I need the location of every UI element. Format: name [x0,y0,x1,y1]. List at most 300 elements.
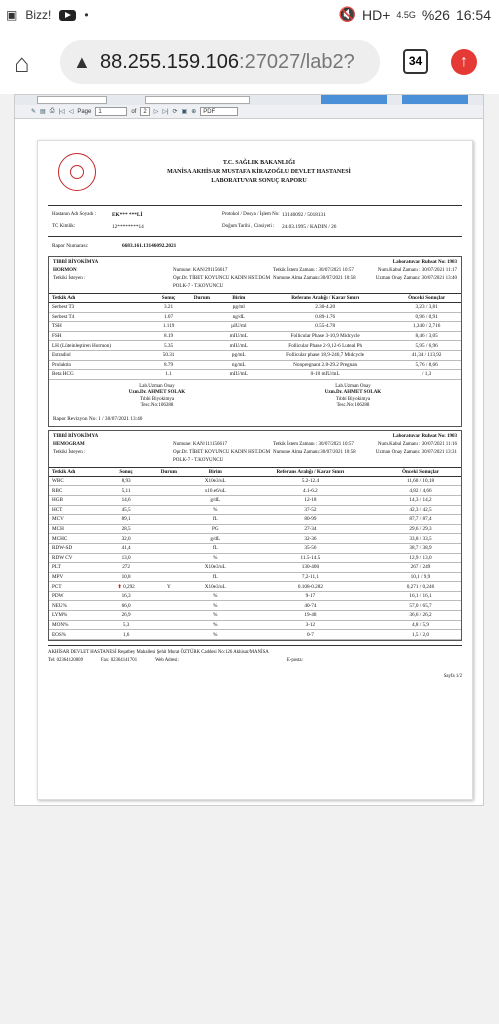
table-cell [184,312,219,322]
table-cell [380,620,461,630]
cell-value: 41,4 [121,545,131,552]
column-header: Sonuç [153,294,184,303]
cell-value: TSH [52,323,62,330]
table-cell [241,534,380,544]
table-cell [190,630,241,640]
cell-value: / 1,3 [421,371,432,378]
app-notification-icon: ▣ [6,8,18,22]
table-cell [241,486,380,496]
cell-value: % [213,506,218,513]
last-page-icon[interactable]: ▷| [162,109,169,115]
table-cell [104,553,148,563]
table-cell [380,553,461,563]
permit-label: Laboratuvar Ruhsat No: 1903 [392,260,457,265]
column-header: Önceki Sonuçlar [380,467,461,476]
table-cell [380,601,461,611]
table-cell [184,370,219,380]
cell-value: mIU/mL [229,371,248,378]
table-cell [49,611,104,621]
url-path: :27027/lab2? [239,51,355,73]
footer-web: Web Adresi: [155,657,179,663]
patient-info [48,208,462,234]
cell-value: 13,0 [121,554,131,561]
cell-value: 1.1 [165,371,172,378]
date-range-input[interactable] [145,96,250,104]
lab-select[interactable] [37,96,107,104]
doctor-reg: Tesc.No:106288 [336,403,370,409]
cell-value: 35-56 [304,545,317,552]
cell-value: 0,271 / 0,246 [406,583,435,590]
cell-value: 130-400 [301,564,320,571]
table-cell [241,591,380,601]
cell-value: RDW-SD [52,545,73,552]
warning-icon[interactable]: ▲ [73,52,91,72]
table-cell [49,582,104,592]
table-cell [392,312,461,322]
zoom-icon[interactable]: ⊕ [191,109,197,115]
footer-email: E-posta: [286,657,303,663]
cell-value: 5,95 / 6,96 [415,342,438,349]
table-cell [184,341,219,351]
test-section [48,256,462,427]
doctor-dept: Tıbbi Biyokimya [139,396,175,402]
table-row [49,476,461,486]
table-cell [148,553,190,563]
table-cell [241,582,380,592]
table-cell [258,303,392,313]
refresh-icon[interactable]: ⟳ [172,109,178,115]
cell-value: 0.108-0.282 [297,583,323,590]
table-cell [148,505,190,515]
cell-value: 5,3 [122,621,130,628]
battery-label: %26 [421,6,450,23]
table-row [49,582,461,592]
table-cell [104,582,148,592]
dob-label: Doğum Tarihi , Cinsiyeti : [222,224,275,229]
cell-value: 16,3 [121,593,131,600]
table-cell [220,312,259,322]
revision-label: Rapor Revizyon No: 1 / 30/07/2021 13:40 [53,415,143,422]
column-header: Tetkik Adı [49,294,153,303]
table-cell [49,543,104,553]
cell-value: 32,0 [121,535,131,542]
sample-time: Numune Alma Zamanı:30/07/2021 10:58 [273,276,356,281]
results-table [49,293,461,380]
column-header: Referans Aralığı / Karar Sınırı [258,294,392,303]
table-cell [258,350,392,360]
table-cell [153,360,184,370]
print-icon[interactable]: ⎙ [49,108,55,114]
cell-value: 3.21 [164,304,174,311]
table-cell [49,370,153,380]
table-cell [49,534,104,544]
table-cell [148,572,190,582]
cell-value: Y [167,583,171,590]
report-footer [48,645,462,681]
sample-time: Numune Alma Zamanı:30/07/2021 10:58 [273,449,356,455]
extension-icon[interactable]: ↑ [451,49,477,75]
group-label: HORMON [53,268,77,273]
column-header: Referans Aralığı / Karar Sınırı [241,467,380,476]
cell-value: MON% [52,621,69,628]
cell-value: Nonpregnant 2.8-29.2 Pregnan [293,361,358,368]
approve-time: Uzman Onay Zamanı: 30/07/2021 13:40 [375,276,457,281]
table-cell [153,331,184,341]
cell-value: % [213,612,218,619]
of-label: of [131,108,137,115]
table-row [49,350,461,360]
status-bar [0,0,499,30]
table-cell [241,611,380,621]
table-cell [104,630,148,640]
table-row [49,341,461,351]
column-header: Önceki Sonuçlar [392,294,461,303]
table-row [49,601,461,611]
cell-value: 8.79 [164,361,174,368]
table-cell [241,601,380,611]
table-cell [104,476,148,486]
cell-value: 33,8 / 33,5 [409,535,432,542]
cell-value: % [213,621,218,628]
cell-value: 272 [122,564,130,571]
cell-value: mIU/mL [229,333,248,340]
url-host: 88.255.159.106 [100,51,240,73]
high-arrow-icon: ⬆ [117,583,124,590]
table-cell [49,476,104,486]
cell-value: Prolaktin [52,361,72,368]
open-icon[interactable]: ✎ [31,109,37,115]
cell-value: 1.07 [164,313,174,320]
table-cell [220,322,259,332]
cell-value: MPV [52,573,64,580]
table-cell [190,495,241,505]
table-cell [153,322,184,332]
table-cell [380,572,461,582]
table-cell [49,563,104,573]
cell-value: Serbest T4 [52,313,75,320]
table-cell [220,370,259,380]
cell-value: MCV [52,516,64,523]
ministry-logo [58,153,96,191]
page-input[interactable]: 1 [95,107,127,116]
cell-value: 50.31 [162,352,175,359]
protocol-label: Protokol / Dosya / İşlem No: [222,212,280,217]
table-cell [380,505,461,515]
cell-value: fL [212,573,218,580]
table-cell [104,486,148,496]
table-cell [148,543,190,553]
column-header: Sonuç [104,467,148,476]
table-row [49,591,461,601]
table-cell [49,312,153,322]
table-cell [241,476,380,486]
prev-page-icon[interactable]: ◁ [68,109,74,115]
cell-value: g/dL [210,497,221,504]
column-header: Durum [184,294,219,303]
table-cell [148,582,190,592]
report-viewer [14,94,484,806]
table-cell [153,341,184,351]
footer-fax: Fax: 02364141701 [100,657,138,663]
table-cell [49,591,104,601]
table-cell [49,620,104,630]
table-cell [148,524,190,534]
requester-label: Tetkiki İsteyen : [53,449,86,455]
table-cell [49,350,153,360]
patient-name: EK*** ***Lİ [112,212,143,218]
cell-value: 8,93 [121,478,131,485]
dept-label: TIBBİ BİYOKİMYA [53,260,99,265]
cell-value: fL [212,545,218,552]
address-bar[interactable] [60,40,380,84]
table-cell [184,322,219,332]
cell-value: 5.35 [164,342,174,349]
cell-value: 87,7 / 87,4 [409,516,432,523]
table-cell [392,303,461,313]
cell-value: 29,6 / 29,3 [409,526,432,533]
table-cell [49,505,104,515]
cell-value: g/dL [210,535,221,542]
cell-value: 26,9 [121,612,131,619]
save-icon[interactable]: ▤ [40,109,46,115]
print-button[interactable] [402,95,468,104]
table-row [49,543,461,553]
table-cell [49,553,104,563]
table-cell [190,601,241,611]
cell-value: 1,6 [122,631,130,638]
cell-value: 8.19 [164,333,174,340]
requester-label: Tetkiki İsteyen : [53,276,86,281]
table-cell [190,620,241,630]
table-row [49,524,461,534]
table-cell [104,534,148,544]
cell-value: 8,46 / 3,05 [415,333,438,340]
table-cell [241,524,380,534]
cell-value: % [213,631,218,638]
table-cell [49,572,104,582]
table-cell [153,312,184,322]
cell-value: FSH [52,333,62,340]
permit-label: Laboratuvar Ruhsat No: 1903 [392,433,457,439]
table-cell [190,515,241,525]
column-header: Birim [190,467,241,476]
export-icon[interactable]: ▣ [181,109,188,115]
table-cell [258,331,392,341]
table-cell [104,572,148,582]
table-cell [380,582,461,592]
table-cell [392,360,461,370]
table-cell [104,505,148,515]
cell-value: 0.55-4.78 [315,323,336,330]
notification-label: Bizz! [25,8,52,22]
cell-value: 38,7 / 38,9 [409,545,432,552]
table-cell [148,534,190,544]
cell-value: RDW CV [52,554,73,561]
approve-time: Uzman Onay Zamanı: 30/07/2021 13:31 [375,449,457,455]
table-row [49,505,461,515]
table-cell [241,563,380,573]
table-cell [148,486,190,496]
table-cell [49,601,104,611]
dept-label: TIBBİ BİYOKİMYA [53,433,99,439]
cell-value: ng/mL [231,361,246,368]
hospital-title: MANİSA AKHİSAR MUSTAFA KİRAZOĞLU DEVLET HASTANESİ [167,168,351,175]
table-cell [258,322,392,332]
table-cell [148,611,190,621]
table-cell [49,303,153,313]
table-cell [148,601,190,611]
network-label: 4.5G [396,9,416,20]
table-cell [190,591,241,601]
cell-value: 0,292 [123,583,135,590]
table-cell [190,611,241,621]
table-cell [104,495,148,505]
cell-value: 0.89-1.76 [315,313,336,320]
pdf-toolbar [15,105,483,119]
cell-value: 37-52 [304,506,317,513]
table-cell [184,350,219,360]
cell-value: WBC [52,478,64,485]
table-cell [148,591,190,601]
table-cell [220,341,259,351]
dot-icon: • [84,8,89,22]
cell-value: pg/ml [232,304,245,311]
cell-value: HGB [52,497,63,504]
cell-value: 5,11 [121,487,131,494]
table-cell [190,543,241,553]
table-cell [148,620,190,630]
table-cell [392,370,461,380]
page-number: Sayfa 1/2 [443,673,462,679]
cell-value: 1,340 / 2,716 [412,323,441,330]
cell-value: 1.119 [162,323,175,330]
table-cell [148,515,190,525]
cell-value: 89,1 [121,516,131,523]
column-header: Birim [220,294,259,303]
cell-value: MCHC [52,535,68,542]
cell-value: 32-36 [304,535,317,542]
table-cell [392,331,461,341]
table-cell [104,591,148,601]
cell-value: X10e3/uL [204,564,226,571]
cell-value: LYM% [52,612,68,619]
protocol-value: 13146092 / 5018131 [282,212,326,218]
youtube-icon [59,10,76,21]
cell-value: PLT [52,564,61,571]
test-section [48,430,462,641]
column-header: Durum [148,467,190,476]
table-cell [380,495,461,505]
cell-value: Estradiol [52,352,71,359]
cell-value: Follicular Phase 3-10,9 Midcycle [290,333,360,340]
table-cell [258,360,392,370]
cell-value: 2.30-4.20 [315,304,336,311]
query-button[interactable] [321,95,387,104]
cell-value: mIU/mL [229,342,248,349]
first-page-icon[interactable]: |◁ [58,109,65,115]
table-cell [241,572,380,582]
cell-value: µIU/ml [231,323,247,330]
table-cell [241,495,380,505]
cell-value: 1,5 / 2,0 [411,631,429,638]
cell-value: 45,5 [121,506,131,513]
tc-value: 12********14 [112,224,144,230]
cell-value: PCT [52,583,62,590]
cell-value: 4,8 / 5,9 [411,621,429,628]
tab-switcher-button[interactable]: 34 [403,49,428,74]
cell-value: 11.5-14.5 [300,554,321,561]
cell-value: pg/mL [231,352,246,359]
table-cell [148,476,190,486]
cell-value: 5.2-12.4 [301,478,320,485]
table-cell [49,515,104,525]
table-cell [380,534,461,544]
table-cell [220,360,259,370]
table-cell [104,620,148,630]
cell-value: Follicular Phase 2-9,12-6 Luteal Ph [288,342,363,349]
cell-value: 41,34 / 113,92 [411,352,442,359]
table-cell [392,341,461,351]
report-page [37,140,473,800]
filter-bar [15,95,483,105]
cell-value: 11,60 / 10,18 [406,478,435,485]
table-cell [104,515,148,525]
table-row [49,495,461,505]
table-cell [241,505,380,515]
accept-time: Num.Kabul Zamanı : 30/07/2021 11:16 [377,441,457,447]
table-cell [241,515,380,525]
mute-icon: 🔇 [338,6,356,22]
table-cell [49,360,153,370]
approve-label: Lab.Uzman Onay [139,383,175,389]
cell-value: NEU% [52,602,67,609]
table-cell [153,303,184,313]
request-time: Tetkik İstem Zamanı : 30/07/2021 10:57 [273,268,354,273]
table-row [49,563,461,573]
report-title: LABORATUVAR SONUÇ RAPORU [211,177,307,184]
table-cell [184,303,219,313]
cell-value: 4.1-6.2 [303,487,318,494]
table-cell [241,553,380,563]
table-cell [153,350,184,360]
doctor-dept: Tıbbi Biyokimya [335,396,371,402]
cell-value: 27-34 [304,526,317,533]
table-cell [241,630,380,640]
table-cell [49,495,104,505]
table-cell [104,543,148,553]
table-cell [190,505,241,515]
cell-value: Serbest T3 [52,304,75,311]
next-page-icon[interactable]: ▷ [153,109,159,115]
cell-value: 7,2-11,1 [301,573,319,580]
table-cell [49,524,104,534]
home-icon[interactable]: ⌂ [14,48,30,78]
table-cell [392,322,461,332]
table-row [49,611,461,621]
cell-value: X10e3/uL [204,478,226,485]
report-no: 6683.161.13146092.2021 [122,243,177,249]
clock: 16:54 [455,6,491,23]
cell-value: % [213,554,218,561]
table-cell [380,611,461,621]
table-cell [380,524,461,534]
cell-value: MCH [52,526,64,533]
table-cell [184,360,219,370]
cell-value: 3,23 / 3,81 [415,304,438,311]
table-row [49,331,461,341]
format-select[interactable]: PDF [200,107,238,116]
table-cell [49,630,104,640]
